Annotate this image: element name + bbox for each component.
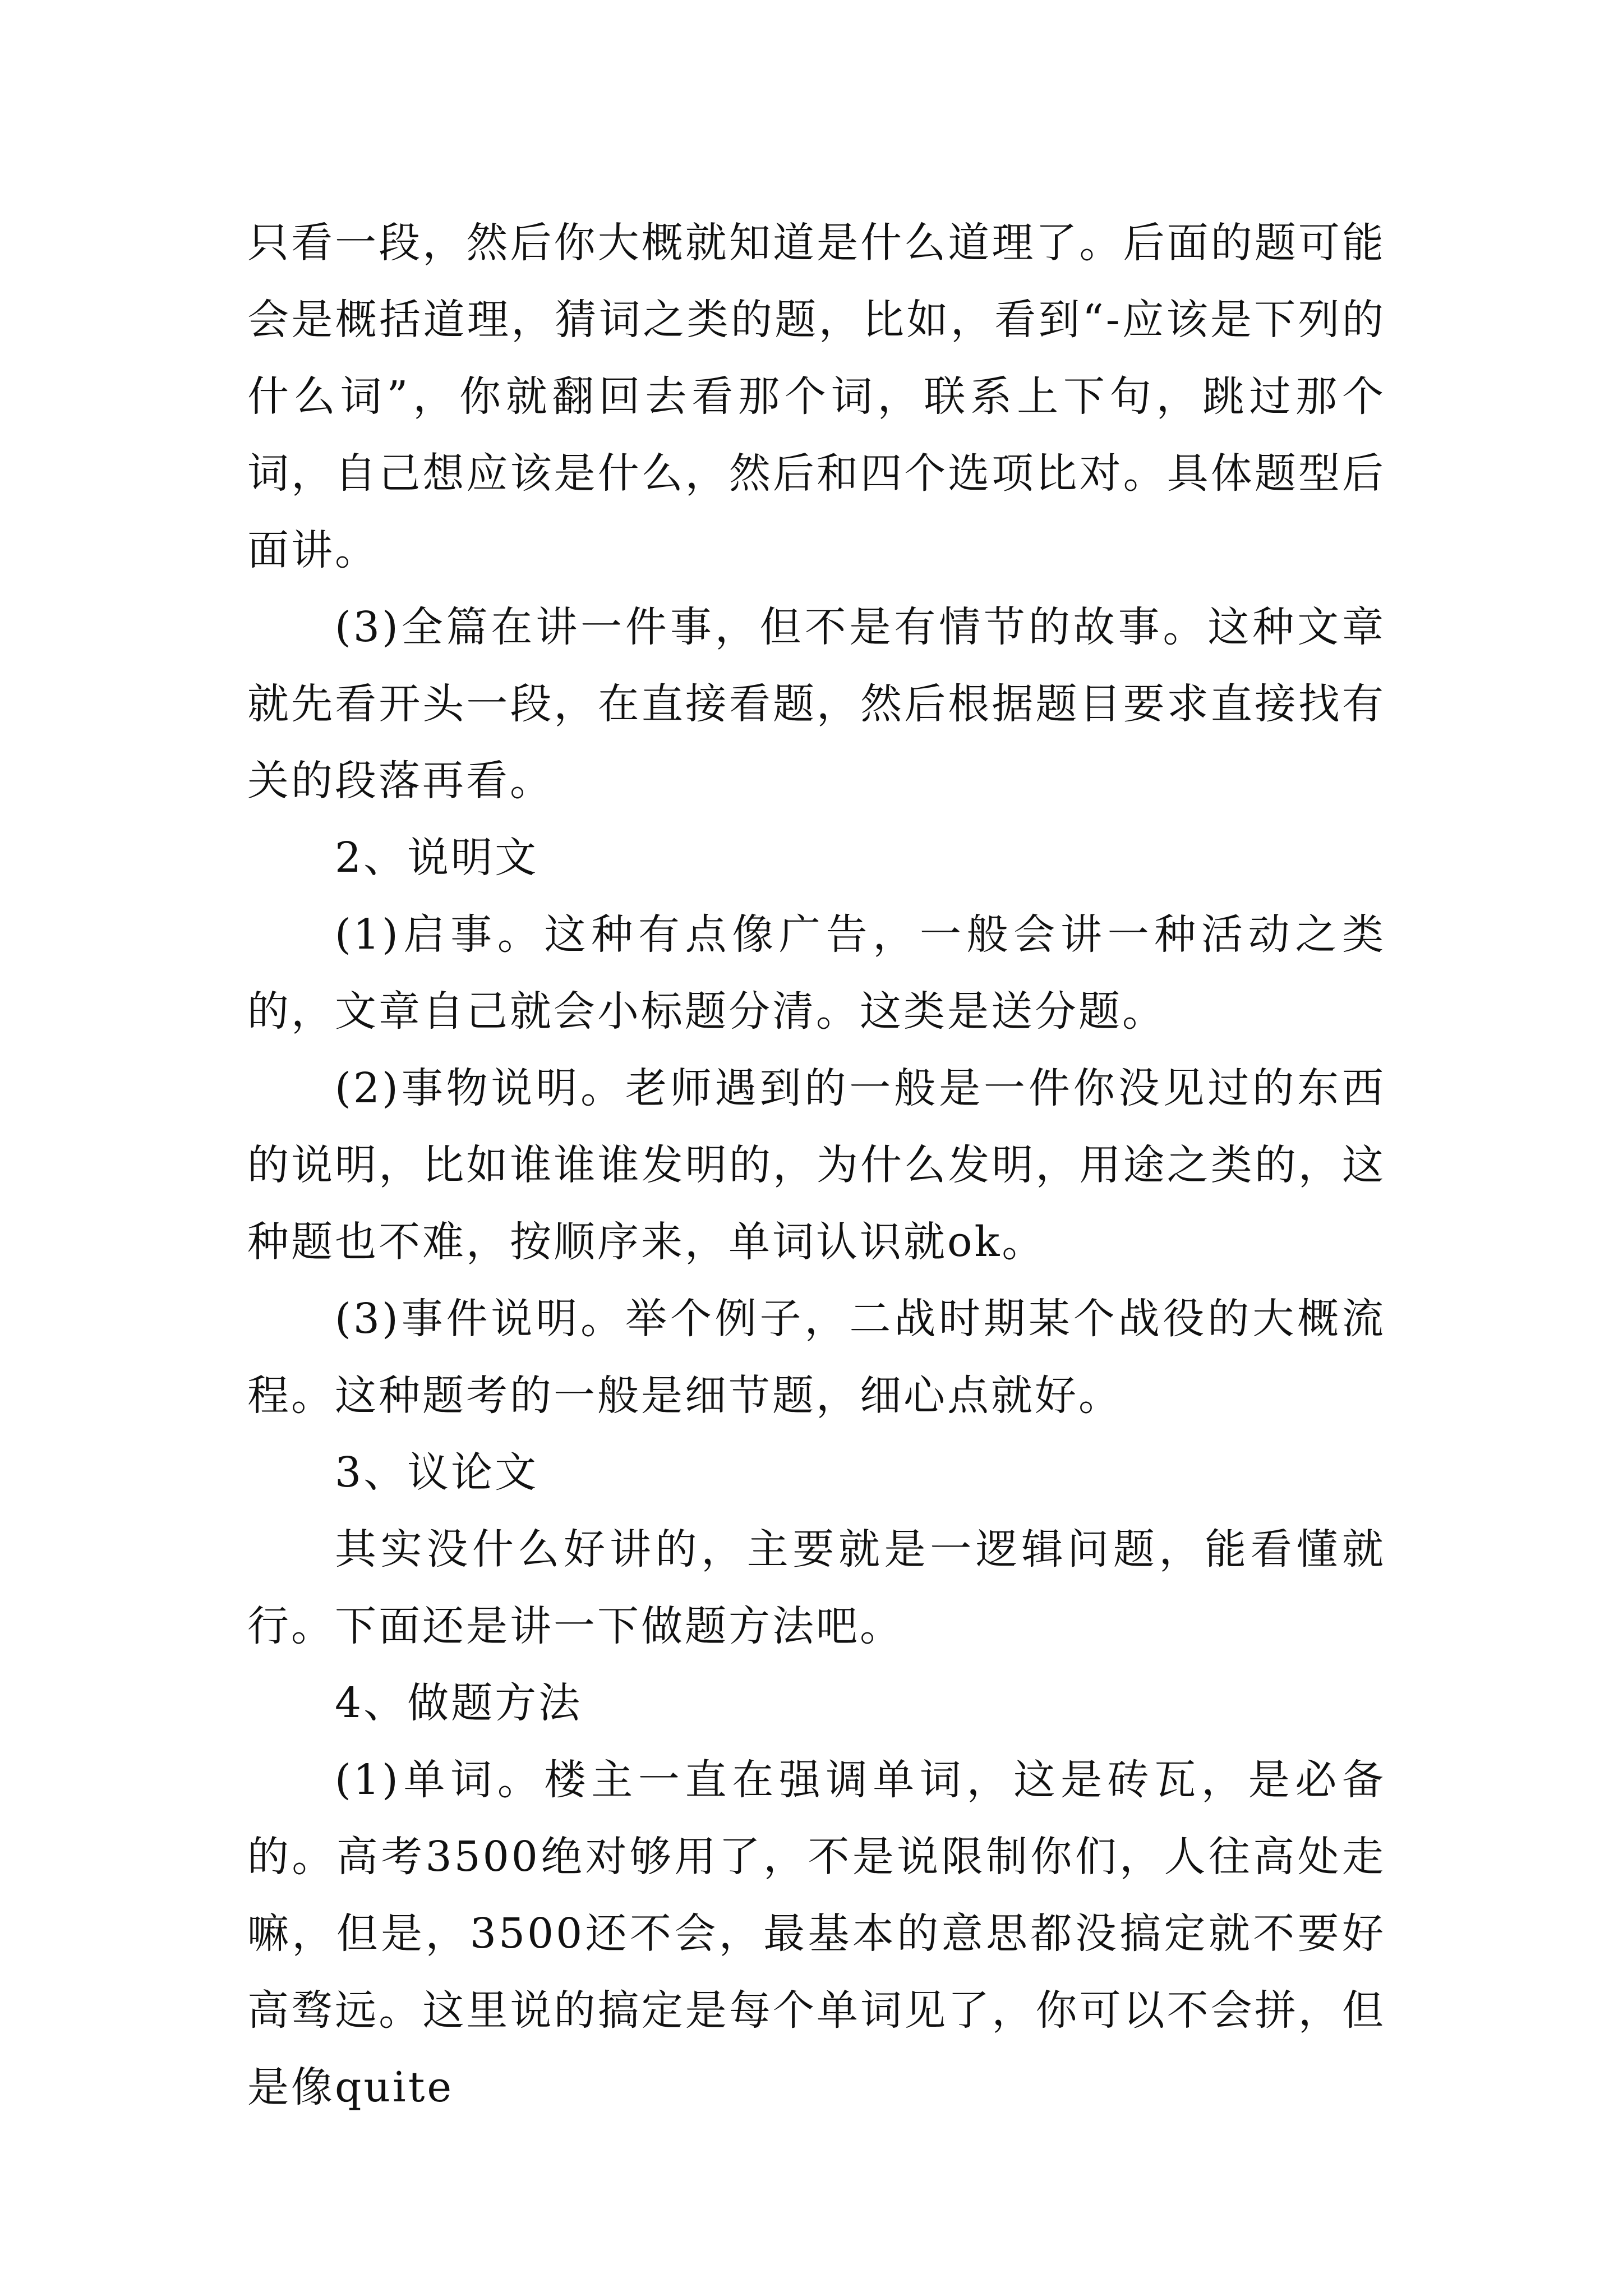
paragraph: 只看一段，然后你大概就知道是什么道理了。后面的题可能会是概括道理，猜词之类的题，比如，看到“-应该是下列的什么词”，你就翻回去看那个词，联系上下句，跳过那个词，自己想应该是什么，然后和四个选项比对。具体题型后面讲。 (247, 219, 1386, 574)
paragraph: (3)全篇在讲一件事，但不是有情节的故事。这种文章就先看开头一段，在直接看题，然后根据题目要求直接找有关的段落再看。 (247, 603, 1386, 805)
paragraph: (3)事件说明。举个例子，二战时期某个战役的大概流程。这种题考的一般是细节题，细心点就好。 (247, 1295, 1386, 1420)
paragraph: (1)启事。这种有点像广告，一般会讲一种活动之类的，文章自己就会小标题分清。这类是送分题。 (247, 910, 1386, 1036)
section-heading: 4、做题方法 (335, 1679, 583, 1727)
paragraph: (2)事物说明。老师遇到的一般是一件你没见过的东西的说明，比如谁谁谁发明的，为什么发明，用途之类的，这种题也不难，按顺序来，单词认识就ok。 (247, 1064, 1386, 1266)
paragraph: (1)单词。楼主一直在强调单词，这是砖瓦，是必备的。高考3500绝对够用了，不是说限制你们，人往高处走嘛，但是，3500还不会，最基本的意思都没搞定就不要好高骛远。这里说的搞定是每个单词见了，你可以不会拼，但是像quite (247, 1756, 1386, 2111)
section-heading: 2、说明文 (335, 834, 539, 882)
section-heading: 3、议论文 (335, 1448, 539, 1497)
paragraph: 其实没什么好讲的，主要就是一逻辑问题，能看懂就行。下面还是讲一下做题方法吧。 (247, 1525, 1386, 1650)
document-body (247, 205, 1386, 2126)
